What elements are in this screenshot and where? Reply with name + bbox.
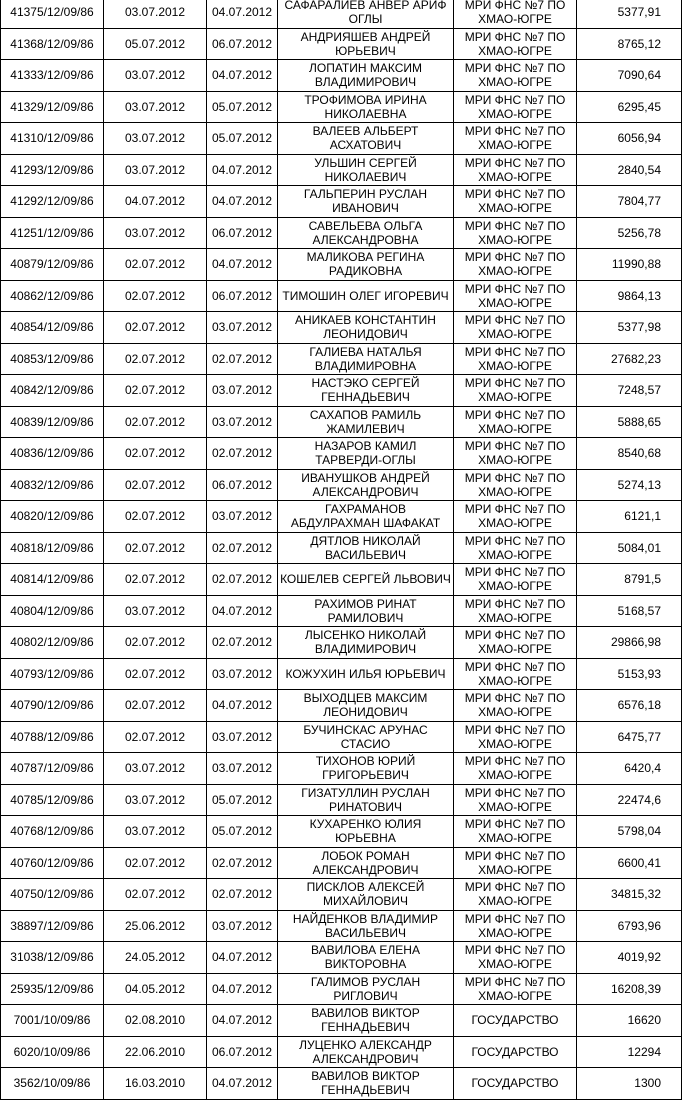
debtor-name-cell: ДЯТЛОВ НИКОЛАЙ ВАСИЛЬЕВИЧ (278, 532, 454, 564)
amount-cell: 5153,93 (577, 658, 682, 690)
end-date-cell: 03.07.2012 (207, 312, 278, 344)
amount-cell: 11990,88 (577, 249, 682, 281)
table-row (1, 690, 682, 722)
case-number-cell: 40788/12/09/86 (1, 721, 104, 753)
case-number-cell: 41333/12/09/86 (1, 60, 104, 92)
amount-cell: 27682,23 (577, 343, 682, 375)
end-date-cell: 04.07.2012 (207, 0, 278, 28)
debtor-name-cell: ЛЫСЕНКО НИКОЛАЙ ВЛАДИМИРОВИЧ (278, 627, 454, 659)
start-date-cell: 02.07.2012 (104, 627, 207, 659)
table-row (1, 721, 682, 753)
amount-cell: 9864,13 (577, 280, 682, 312)
creditor-cell: МРИ ФНС №7 ПО ХМАО-ЮГРЕ (454, 595, 577, 627)
end-date-cell: 04.07.2012 (207, 690, 278, 722)
case-number-cell: 40768/12/09/86 (1, 816, 104, 848)
start-date-cell: 03.07.2012 (104, 784, 207, 816)
end-date-cell: 04.07.2012 (207, 595, 278, 627)
debtor-name-cell: ТИХОНОВ ЮРИЙ ГРИГОРЬЕВИЧ (278, 753, 454, 785)
amount-cell: 5084,01 (577, 532, 682, 564)
table-row (1, 879, 682, 911)
debtor-name-cell: ЛУЦЕНКО АЛЕКСАНДР АЛЕКСАНДРОВИЧ (278, 1036, 454, 1068)
table-row (1, 469, 682, 501)
debtor-name-cell: АНДРИЯШЕВ АНДРЕЙ ЮРЬЕВИЧ (278, 28, 454, 60)
end-date-cell: 06.07.2012 (207, 1036, 278, 1068)
start-date-cell: 02.07.2012 (104, 501, 207, 533)
table-body (1, 0, 682, 1099)
creditor-cell: МРИ ФНС №7 ПО ХМАО-ЮГРЕ (454, 721, 577, 753)
end-date-cell: 04.07.2012 (207, 249, 278, 281)
creditor-cell: МРИ ФНС №7 ПО ХМАО-ЮГРЕ (454, 406, 577, 438)
end-date-cell: 03.07.2012 (207, 406, 278, 438)
end-date-cell: 04.07.2012 (207, 1068, 278, 1100)
table-row (1, 753, 682, 785)
table-row (1, 28, 682, 60)
debtor-name-cell: ИВАНУШКОВ АНДРЕЙ АЛЕКСАНДРОВИЧ (278, 469, 454, 501)
start-date-cell: 02.07.2012 (104, 438, 207, 470)
table-row (1, 942, 682, 974)
debtor-name-cell: САФАРАЛИЕВ АНВЕР АРИФ ОГЛЫ (278, 0, 454, 28)
debtor-name-cell: ГИЗАТУЛЛИН РУСЛАН РИНАТОВИЧ (278, 784, 454, 816)
case-number-cell: 40839/12/09/86 (1, 406, 104, 438)
creditor-cell: МРИ ФНС №7 ПО ХМАО-ЮГРЕ (454, 438, 577, 470)
case-number-cell: 7001/10/09/86 (1, 1005, 104, 1037)
case-number-cell: 41293/12/09/86 (1, 154, 104, 186)
table-row (1, 123, 682, 155)
start-date-cell: 16.03.2010 (104, 1068, 207, 1100)
end-date-cell: 02.07.2012 (207, 627, 278, 659)
end-date-cell: 06.07.2012 (207, 280, 278, 312)
amount-cell: 5888,65 (577, 406, 682, 438)
creditor-cell: МРИ ФНС №7 ПО ХМАО-ЮГРЕ (454, 910, 577, 942)
creditor-cell: МРИ ФНС №7 ПО ХМАО-ЮГРЕ (454, 375, 577, 407)
case-number-cell: 41292/12/09/86 (1, 186, 104, 218)
debtor-name-cell: АНИКАЕВ КОНСТАНТИН ЛЕОНИДОВИЧ (278, 312, 454, 344)
creditor-cell: МРИ ФНС №7 ПО ХМАО-ЮГРЕ (454, 249, 577, 281)
start-date-cell: 02.07.2012 (104, 406, 207, 438)
debtor-name-cell: ТРОФИМОВА ИРИНА НИКОЛАЕВНА (278, 91, 454, 123)
table-row (1, 438, 682, 470)
case-number-cell: 41375/12/09/86 (1, 0, 104, 28)
debtor-name-cell: ГАЛИМОВ РУСЛАН РИГЛОВИЧ (278, 973, 454, 1005)
end-date-cell: 03.07.2012 (207, 753, 278, 785)
creditor-cell: ГОСУДАРСТВО (454, 1068, 577, 1100)
debtor-name-cell: ВЫХОДЦЕВ МАКСИМ ЛЕОНИДОВИЧ (278, 690, 454, 722)
amount-cell: 2840,54 (577, 154, 682, 186)
creditor-cell: МРИ ФНС №7 ПО ХМАО-ЮГРЕ (454, 753, 577, 785)
table-row (1, 501, 682, 533)
creditor-cell: МРИ ФНС №7 ПО ХМАО-ЮГРЕ (454, 91, 577, 123)
creditor-cell: МРИ ФНС №7 ПО ХМАО-ЮГРЕ (454, 816, 577, 848)
start-date-cell: 03.07.2012 (104, 217, 207, 249)
amount-cell: 22474,6 (577, 784, 682, 816)
start-date-cell: 03.07.2012 (104, 60, 207, 92)
amount-cell: 7248,57 (577, 375, 682, 407)
end-date-cell: 04.07.2012 (207, 60, 278, 92)
start-date-cell: 02.07.2012 (104, 564, 207, 596)
debtor-name-cell: БУЧИНСКАС АРУНАС СТАСИО (278, 721, 454, 753)
creditor-cell: МРИ ФНС №7 ПО ХМАО-ЮГРЕ (454, 532, 577, 564)
debtor-name-cell: НАСТЭКО СЕРГЕЙ ГЕННАДЬЕВИЧ (278, 375, 454, 407)
start-date-cell: 02.07.2012 (104, 280, 207, 312)
debtor-name-cell: КОЖУХИН ИЛЬЯ ЮРЬЕВИЧ (278, 658, 454, 690)
end-date-cell: 05.07.2012 (207, 784, 278, 816)
debtor-name-cell: ГАЛИЕВА НАТАЛЬЯ ВЛАДИМИРОВНА (278, 343, 454, 375)
case-number-cell: 40820/12/09/86 (1, 501, 104, 533)
amount-cell: 16208,39 (577, 973, 682, 1005)
amount-cell: 6420,4 (577, 753, 682, 785)
creditor-cell: ГОСУДАРСТВО (454, 1036, 577, 1068)
table-row (1, 0, 682, 28)
amount-cell: 6793,96 (577, 910, 682, 942)
start-date-cell: 02.07.2012 (104, 249, 207, 281)
end-date-cell: 03.07.2012 (207, 375, 278, 407)
creditor-cell: МРИ ФНС №7 ПО ХМАО-ЮГРЕ (454, 658, 577, 690)
end-date-cell: 04.07.2012 (207, 942, 278, 974)
start-date-cell: 25.06.2012 (104, 910, 207, 942)
debtor-name-cell: ЛОБОК РОМАН АЛЕКСАНДРОВИЧ (278, 847, 454, 879)
start-date-cell: 04.07.2012 (104, 186, 207, 218)
amount-cell: 7090,64 (577, 60, 682, 92)
start-date-cell: 02.07.2012 (104, 847, 207, 879)
end-date-cell: 02.07.2012 (207, 532, 278, 564)
amount-cell: 6295,45 (577, 91, 682, 123)
start-date-cell: 02.07.2012 (104, 312, 207, 344)
case-number-cell: 40862/12/09/86 (1, 280, 104, 312)
amount-cell: 8791,5 (577, 564, 682, 596)
debtor-name-cell: ГАХРАМАНОВ АБДУЛРАХМАН ШАФАКАТ (278, 501, 454, 533)
amount-cell: 5256,78 (577, 217, 682, 249)
debtor-name-cell: МАЛИКОВА РЕГИНА РАДИКОВНА (278, 249, 454, 281)
start-date-cell: 03.07.2012 (104, 0, 207, 28)
amount-cell: 5798,04 (577, 816, 682, 848)
amount-cell: 12294 (577, 1036, 682, 1068)
end-date-cell: 03.07.2012 (207, 501, 278, 533)
creditor-cell: МРИ ФНС №7 ПО ХМАО-ЮГРЕ (454, 280, 577, 312)
creditor-cell: МРИ ФНС №7 ПО ХМАО-ЮГРЕ (454, 469, 577, 501)
start-date-cell: 02.07.2012 (104, 343, 207, 375)
end-date-cell: 02.07.2012 (207, 438, 278, 470)
end-date-cell: 04.07.2012 (207, 154, 278, 186)
case-number-cell: 41251/12/09/86 (1, 217, 104, 249)
table-row (1, 1036, 682, 1068)
creditor-cell: МРИ ФНС №7 ПО ХМАО-ЮГРЕ (454, 784, 577, 816)
end-date-cell: 06.07.2012 (207, 469, 278, 501)
debtor-name-cell: САВЕЛЬЕВА ОЛЬГА АЛЕКСАНДРОВНА (278, 217, 454, 249)
case-number-cell: 40802/12/09/86 (1, 627, 104, 659)
amount-cell: 5168,57 (577, 595, 682, 627)
start-date-cell: 03.07.2012 (104, 91, 207, 123)
table-row (1, 910, 682, 942)
table-row (1, 816, 682, 848)
start-date-cell: 02.07.2012 (104, 375, 207, 407)
creditor-cell: МРИ ФНС №7 ПО ХМАО-ЮГРЕ (454, 847, 577, 879)
case-number-cell: 31038/12/09/86 (1, 942, 104, 974)
table-row (1, 784, 682, 816)
end-date-cell: 03.07.2012 (207, 658, 278, 690)
table-row (1, 973, 682, 1005)
case-number-cell: 40814/12/09/86 (1, 564, 104, 596)
debtor-name-cell: ВАВИЛОВ ВИКТОР ГЕННАДЬЕВИЧ (278, 1005, 454, 1037)
table-row (1, 595, 682, 627)
table-row (1, 91, 682, 123)
table-row (1, 60, 682, 92)
amount-cell: 6576,18 (577, 690, 682, 722)
creditor-cell: МРИ ФНС №7 ПО ХМАО-ЮГРЕ (454, 564, 577, 596)
start-date-cell: 03.07.2012 (104, 753, 207, 785)
start-date-cell: 02.07.2012 (104, 879, 207, 911)
debtor-name-cell: УЛЬШИН СЕРГЕЙ НИКОЛАЕВИЧ (278, 154, 454, 186)
start-date-cell: 02.08.2010 (104, 1005, 207, 1037)
start-date-cell: 03.07.2012 (104, 816, 207, 848)
creditor-cell: МРИ ФНС №7 ПО ХМАО-ЮГРЕ (454, 28, 577, 60)
amount-cell: 34815,32 (577, 879, 682, 911)
creditor-cell: МРИ ФНС №7 ПО ХМАО-ЮГРЕ (454, 123, 577, 155)
end-date-cell: 02.07.2012 (207, 343, 278, 375)
table-row (1, 217, 682, 249)
start-date-cell: 03.07.2012 (104, 595, 207, 627)
end-date-cell: 02.07.2012 (207, 879, 278, 911)
case-number-cell: 40853/12/09/86 (1, 343, 104, 375)
end-date-cell: 04.07.2012 (207, 186, 278, 218)
creditor-cell: МРИ ФНС №7 ПО ХМАО-ЮГРЕ (454, 0, 577, 28)
debtor-name-cell: ГАЛЬПЕРИН РУСЛАН ИВАНОВИЧ (278, 186, 454, 218)
case-number-cell: 40818/12/09/86 (1, 532, 104, 564)
debtor-name-cell: ВАВИЛОВ ВИКТОР ГЕННАДЬЕВИЧ (278, 1068, 454, 1100)
creditor-cell: МРИ ФНС №7 ПО ХМАО-ЮГРЕ (454, 690, 577, 722)
creditor-cell: МРИ ФНС №7 ПО ХМАО-ЮГРЕ (454, 501, 577, 533)
debtor-name-cell: ВАВИЛОВА ЕЛЕНА ВИКТОРОВНА (278, 942, 454, 974)
debtor-name-cell: КУХАРЕНКО ЮЛИЯ ЮРЬЕВНА (278, 816, 454, 848)
case-number-cell: 25935/12/09/86 (1, 973, 104, 1005)
case-number-cell: 40832/12/09/86 (1, 469, 104, 501)
end-date-cell: 06.07.2012 (207, 28, 278, 60)
debtor-name-cell: ЛОПАТИН МАКСИМ ВЛАДИМИРОВИЧ (278, 60, 454, 92)
table-row (1, 280, 682, 312)
table-row (1, 249, 682, 281)
amount-cell: 5274,13 (577, 469, 682, 501)
table-row (1, 532, 682, 564)
table-row (1, 312, 682, 344)
table-row (1, 658, 682, 690)
end-date-cell: 06.07.2012 (207, 217, 278, 249)
end-date-cell: 04.07.2012 (207, 973, 278, 1005)
creditor-cell: МРИ ФНС №7 ПО ХМАО-ЮГРЕ (454, 942, 577, 974)
debtor-name-cell: САХАПОВ РАМИЛЬ ЖАМИЛЕВИЧ (278, 406, 454, 438)
debtor-name-cell: РАХИМОВ РИНАТ РАМИЛОВИЧ (278, 595, 454, 627)
amount-cell: 5377,91 (577, 0, 682, 28)
end-date-cell: 04.07.2012 (207, 1005, 278, 1037)
table-row (1, 564, 682, 596)
case-number-cell: 40854/12/09/86 (1, 312, 104, 344)
table-row (1, 186, 682, 218)
amount-cell: 6056,94 (577, 123, 682, 155)
creditor-cell: МРИ ФНС №7 ПО ХМАО-ЮГРЕ (454, 973, 577, 1005)
debtor-name-cell: НАЗАРОВ КАМИЛ ТАРВЕРДИ-ОГЛЫ (278, 438, 454, 470)
case-number-cell: 40785/12/09/86 (1, 784, 104, 816)
start-date-cell: 02.07.2012 (104, 721, 207, 753)
case-number-cell: 40842/12/09/86 (1, 375, 104, 407)
creditor-cell: МРИ ФНС №7 ПО ХМАО-ЮГРЕ (454, 186, 577, 218)
case-number-cell: 40836/12/09/86 (1, 438, 104, 470)
case-number-cell: 40804/12/09/86 (1, 595, 104, 627)
debtor-name-cell: ТИМОШИН ОЛЕГ ИГОРЕВИЧ (278, 280, 454, 312)
case-number-cell: 40793/12/09/86 (1, 658, 104, 690)
amount-cell: 6600,41 (577, 847, 682, 879)
case-number-cell: 40790/12/09/86 (1, 690, 104, 722)
case-number-cell: 3562/10/09/86 (1, 1068, 104, 1100)
amount-cell: 6121,1 (577, 501, 682, 533)
amount-cell: 16620 (577, 1005, 682, 1037)
amount-cell: 8765,12 (577, 28, 682, 60)
table-row (1, 406, 682, 438)
start-date-cell: 24.05.2012 (104, 942, 207, 974)
start-date-cell: 04.05.2012 (104, 973, 207, 1005)
amount-cell: 5377,98 (577, 312, 682, 344)
end-date-cell: 03.07.2012 (207, 721, 278, 753)
creditor-cell: МРИ ФНС №7 ПО ХМАО-ЮГРЕ (454, 343, 577, 375)
case-number-cell: 6020/10/09/86 (1, 1036, 104, 1068)
case-number-cell: 41329/12/09/86 (1, 91, 104, 123)
end-date-cell: 05.07.2012 (207, 816, 278, 848)
debtor-name-cell: НАЙДЕНКОВ ВЛАДИМИР ВАСИЛЬЕВИЧ (278, 910, 454, 942)
table-row (1, 1005, 682, 1037)
start-date-cell: 02.07.2012 (104, 469, 207, 501)
amount-cell: 1300 (577, 1068, 682, 1100)
amount-cell: 4019,92 (577, 942, 682, 974)
case-number-cell: 41310/12/09/86 (1, 123, 104, 155)
table-row (1, 1068, 682, 1100)
case-number-cell: 38897/12/09/86 (1, 910, 104, 942)
table-row (1, 627, 682, 659)
table-row (1, 847, 682, 879)
start-date-cell: 03.07.2012 (104, 154, 207, 186)
table-row (1, 154, 682, 186)
start-date-cell: 22.06.2010 (104, 1036, 207, 1068)
amount-cell: 7804,77 (577, 186, 682, 218)
debtor-name-cell: КОШЕЛЕВ СЕРГЕЙ ЛЬВОВИЧ (278, 564, 454, 596)
table-row (1, 375, 682, 407)
case-number-cell: 40760/12/09/86 (1, 847, 104, 879)
start-date-cell: 03.07.2012 (104, 123, 207, 155)
end-date-cell: 05.07.2012 (207, 91, 278, 123)
creditor-cell: МРИ ФНС №7 ПО ХМАО-ЮГРЕ (454, 627, 577, 659)
table-row (1, 343, 682, 375)
case-number-cell: 40750/12/09/86 (1, 879, 104, 911)
end-date-cell: 03.07.2012 (207, 910, 278, 942)
end-date-cell: 02.07.2012 (207, 847, 278, 879)
creditor-cell: МРИ ФНС №7 ПО ХМАО-ЮГРЕ (454, 217, 577, 249)
start-date-cell: 02.07.2012 (104, 690, 207, 722)
amount-cell: 29866,98 (577, 627, 682, 659)
creditor-cell: МРИ ФНС №7 ПО ХМАО-ЮГРЕ (454, 60, 577, 92)
amount-cell: 8540,68 (577, 438, 682, 470)
creditor-cell: МРИ ФНС №7 ПО ХМАО-ЮГРЕ (454, 312, 577, 344)
creditor-cell: МРИ ФНС №7 ПО ХМАО-ЮГРЕ (454, 154, 577, 186)
case-number-cell: 41368/12/09/86 (1, 28, 104, 60)
start-date-cell: 02.07.2012 (104, 658, 207, 690)
amount-cell: 6475,77 (577, 721, 682, 753)
case-number-cell: 40787/12/09/86 (1, 753, 104, 785)
creditor-cell: МРИ ФНС №7 ПО ХМАО-ЮГРЕ (454, 879, 577, 911)
end-date-cell: 02.07.2012 (207, 564, 278, 596)
case-number-cell: 40879/12/09/86 (1, 249, 104, 281)
debtor-name-cell: ПИСКЛОВ АЛЕКСЕЙ МИХАЙЛОВИЧ (278, 879, 454, 911)
debtor-name-cell: ВАЛЕЕВ АЛЬБЕРТ АСХАТОВИЧ (278, 123, 454, 155)
start-date-cell: 02.07.2012 (104, 532, 207, 564)
start-date-cell: 05.07.2012 (104, 28, 207, 60)
creditor-cell: ГОСУДАРСТВО (454, 1005, 577, 1037)
end-date-cell: 05.07.2012 (207, 123, 278, 155)
